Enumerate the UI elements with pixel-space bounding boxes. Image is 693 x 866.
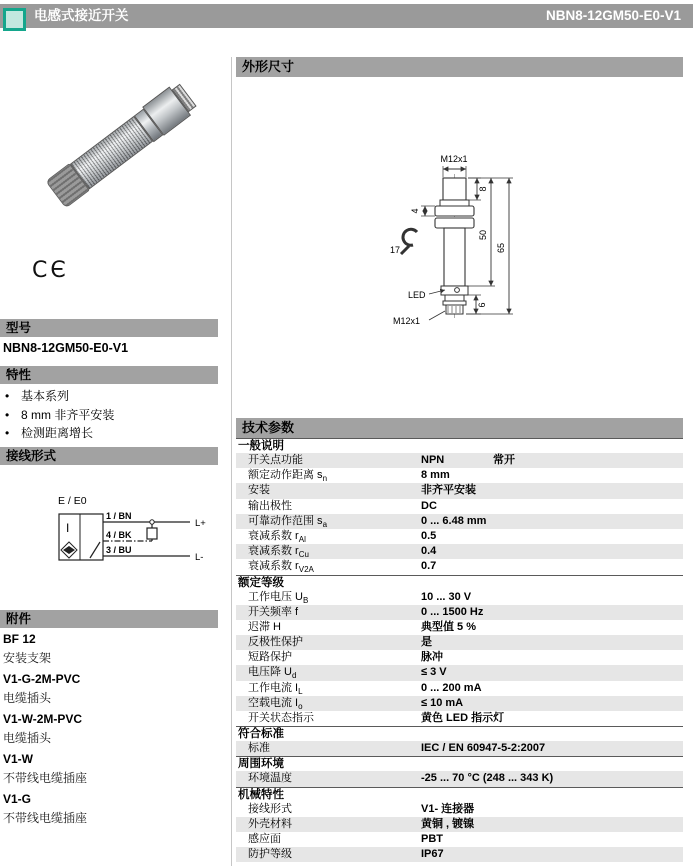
- page-title: 电感式接近开关: [34, 8, 129, 23]
- tech-row-label: [248, 832, 281, 847]
- tech-row-label-text: 安装: [248, 484, 270, 497]
- dim-thread-bottom: M12x1: [393, 316, 421, 326]
- section-header-features: 特性: [0, 366, 218, 384]
- tech-row-value: 0 ... 1500 Hz: [421, 605, 484, 618]
- tech-row-label-text: 衰减系数 r: [248, 560, 299, 573]
- section-header-wiring: 接线形式: [0, 447, 218, 465]
- tech-row-label-text: 工作电流 I: [248, 681, 299, 694]
- tech-row-label: [248, 802, 292, 817]
- accessory-name: BF 12: [3, 632, 36, 646]
- tech-row-label-text: 电压降 U: [248, 666, 292, 679]
- tech-row-label: [248, 559, 314, 577]
- tech-row: [236, 665, 683, 680]
- accessory-item: [3, 791, 215, 831]
- bullet-icon: •: [5, 389, 10, 403]
- tech-row-value: 0 ... 6.48 mm: [421, 514, 487, 527]
- accessory-name: V1-G-2M-PVC: [3, 672, 81, 686]
- wiring-variant-label: E / E0: [58, 495, 87, 507]
- wrench-icon: [403, 229, 417, 245]
- tech-row-label-subscript: o: [298, 702, 303, 711]
- tech-row-value: V1- 连接器: [421, 802, 475, 815]
- accessory-item: [3, 671, 215, 711]
- model-number: NBN8-12GM50-E0-V1: [3, 341, 129, 355]
- tech-section-header: 额定等级: [236, 575, 683, 590]
- tech-row-value: 0 ... 200 mA: [421, 681, 482, 694]
- dim-head-length: 8: [478, 186, 488, 192]
- section-header-accessories: 附件: [0, 610, 218, 628]
- tech-row-label-text: 接线形式: [248, 802, 292, 815]
- ce-mark: CЄ: [32, 258, 69, 283]
- feature-text: 8 mm 非齐平安装: [21, 407, 115, 422]
- column-divider: [231, 57, 232, 866]
- tech-section-header: 周围环境: [236, 756, 683, 771]
- product-photo: [40, 72, 210, 197]
- accessory-description: 电缆插头: [3, 731, 52, 745]
- dim-led-label: LED: [408, 290, 426, 300]
- tech-row-label-subscript: V2A: [298, 565, 314, 575]
- switch-contact-icon: [90, 542, 100, 558]
- tech-row: [236, 771, 683, 786]
- tech-row-label-text: 感应面: [248, 832, 281, 845]
- bullet-icon: •: [5, 407, 10, 422]
- dim-body-length: 50: [478, 229, 488, 241]
- tech-row-value: 是: [421, 636, 432, 649]
- tech-row-label-subscript: B: [303, 595, 309, 605]
- tech-row-value: 0.4: [421, 545, 437, 558]
- tech-row: [236, 499, 683, 514]
- tech-row-value-2: 常开: [493, 454, 515, 466]
- accessories-list: [3, 631, 215, 831]
- tech-row-label: [248, 741, 270, 756]
- led-indicator-icon: [455, 288, 460, 293]
- tech-row: [236, 802, 683, 817]
- features-list: [3, 387, 213, 443]
- accessory-description: 安装支架: [3, 651, 52, 665]
- tech-row-label-subscript: d: [292, 671, 297, 681]
- tech-row-value: IEC / EN 60947-5-2:2007: [421, 742, 546, 755]
- tech-row-label-text: 开关点功能: [248, 454, 303, 466]
- tech-row-value: PBT: [421, 832, 443, 845]
- tech-row: [236, 468, 683, 483]
- tech-row: [236, 529, 683, 544]
- accessory-name: V1-G: [3, 792, 32, 806]
- tech-row-label-text: 可靠动作范围 s: [248, 514, 323, 527]
- tech-row-value: 非齐平安装: [421, 484, 476, 497]
- brand-logo-icon: [3, 8, 26, 31]
- tech-row-label-text: 工作电压 U: [248, 590, 303, 603]
- tech-row: [236, 681, 683, 696]
- accessory-description: 不带线电缆插座: [3, 771, 88, 785]
- section-header-tech: 技术参数: [236, 418, 683, 438]
- tech-row-label-text: 开关状态指示: [248, 712, 314, 724]
- tech-row-value: 10 ... 30 V: [421, 590, 472, 603]
- accessory-description: 不带线电缆插座: [3, 811, 88, 825]
- dim-connector-length: 6: [477, 302, 487, 308]
- tech-row: [236, 696, 683, 711]
- feature-item: [3, 406, 213, 425]
- section-header-dimensions: 外形尺寸: [236, 57, 683, 77]
- tech-row-label-subscript: Cu: [298, 550, 309, 560]
- tech-row-label: [248, 635, 303, 650]
- tech-row-label-subscript: n: [322, 474, 328, 484]
- tech-row-value: 黄铜 , 镀镍: [421, 817, 475, 830]
- tech-row-label-text: 开关频率 f: [248, 605, 299, 618]
- terminal-l-minus: L-: [195, 552, 204, 563]
- tech-row-label-text: 防护等级: [248, 848, 292, 861]
- dimension-drawing: [233, 150, 683, 335]
- tech-row: [236, 605, 683, 620]
- tech-row-value: 0.7: [421, 560, 437, 573]
- tech-table: [236, 438, 683, 862]
- section-header-model: 型号: [0, 319, 218, 337]
- tech-row-value: DC: [421, 499, 437, 512]
- tech-row-label-text: 空载电流 I: [248, 696, 299, 709]
- tech-row-value: -25 ... 70 °C (248 ... 343 K): [421, 772, 554, 785]
- tech-row-label: [248, 605, 298, 620]
- header-model-number: NBN8-12GM50-E0-V1: [545, 8, 681, 23]
- accessory-item: [3, 711, 215, 751]
- tech-row-label: [248, 620, 281, 635]
- tech-section-header: 一般说明: [236, 438, 683, 453]
- tech-row: [236, 650, 683, 665]
- tech-row-label-text: 标准: [248, 742, 270, 755]
- tech-row-label-text: 短路保护: [248, 651, 292, 664]
- tech-row-label-text: 额定动作距离 s: [248, 469, 323, 482]
- tech-row-label: [248, 650, 292, 665]
- tech-row-label-text: 衰减系数 r: [248, 529, 299, 542]
- dim-total-length: 65: [496, 242, 506, 254]
- wiring-diagram: [28, 478, 228, 588]
- tech-row: [236, 847, 683, 862]
- tech-row-label: [248, 771, 292, 786]
- tech-row: [236, 817, 683, 832]
- dim-nut-width: 4: [410, 208, 420, 214]
- tech-row-label: [248, 499, 292, 514]
- accessory-item: [3, 631, 215, 671]
- tech-row: [236, 620, 683, 635]
- tech-row-label-text: 外壳材料: [248, 817, 292, 830]
- tech-row-value: 0.5: [421, 529, 437, 542]
- tech-row-value: 典型值 5 %: [421, 620, 477, 633]
- bullet-icon: •: [5, 426, 10, 440]
- tech-row-value: 脉冲: [421, 651, 443, 664]
- wire-pin-1: 1 / BN: [106, 511, 132, 521]
- sensor-image: [45, 77, 204, 209]
- tech-row: [236, 635, 683, 650]
- dim-wrench-size: 17: [390, 245, 401, 255]
- load-resistor-icon: [147, 528, 157, 539]
- tech-row-value: NPN: [421, 454, 445, 466]
- tech-row-label: [248, 711, 314, 726]
- tech-row-label-subscript: Al: [298, 535, 306, 545]
- feature-text: 基本系列: [21, 389, 70, 403]
- accessory-name: V1-W-2M-PVC: [3, 712, 83, 726]
- tech-row: [236, 590, 683, 605]
- terminal-l-plus: L+: [195, 518, 206, 529]
- tech-row-label: [248, 483, 270, 498]
- tech-section-header: 符合标准: [236, 726, 683, 741]
- tech-row-label-text: 衰减系数 r: [248, 545, 299, 558]
- tech-row: [236, 741, 683, 756]
- wire-pin-3: 3 / BU: [106, 545, 132, 555]
- tech-section-header: 机械特性: [236, 787, 683, 802]
- tech-row: [236, 544, 683, 559]
- tech-row: [236, 483, 683, 498]
- wire-pin-4: 4 / BK: [106, 530, 132, 540]
- tech-row: [236, 711, 683, 726]
- accessory-item: [3, 751, 215, 791]
- tech-row-label-subscript: a: [322, 519, 328, 529]
- tech-row-label: [248, 847, 292, 862]
- tech-row-label-subscript: L: [298, 686, 303, 696]
- tech-row-label: [248, 453, 303, 468]
- feature-text: 检测距离增长: [21, 426, 94, 440]
- tech-row: [236, 832, 683, 847]
- tech-row-label-text: 迟滞 H: [248, 620, 281, 633]
- feature-item: [3, 424, 213, 443]
- tech-row-value: 8 mm: [421, 469, 450, 482]
- tech-row-label-text: 环境温度: [248, 772, 292, 785]
- accessory-description: 电缆插头: [3, 691, 52, 705]
- tech-row-value: ≤ 3 V: [421, 666, 447, 679]
- tech-row: [236, 514, 683, 529]
- tech-row: [236, 559, 683, 574]
- accessory-name: V1-W: [3, 752, 33, 766]
- feature-item: [3, 387, 213, 406]
- wiring-sensor-symbol: I: [66, 521, 70, 535]
- tech-row-label-text: 反极性保护: [248, 636, 303, 649]
- tech-row-label: [248, 817, 292, 832]
- dim-thread-top: M12x1: [440, 154, 468, 164]
- tech-row: [236, 453, 683, 468]
- tech-row-label-text: 输出极性: [248, 499, 292, 512]
- tech-row-value: 黄色 LED 指示灯: [421, 712, 505, 724]
- tech-row-value: IP67: [421, 848, 444, 861]
- sensor-threaded-barrel: [70, 116, 153, 190]
- tech-row-value: ≤ 10 mA: [421, 696, 464, 709]
